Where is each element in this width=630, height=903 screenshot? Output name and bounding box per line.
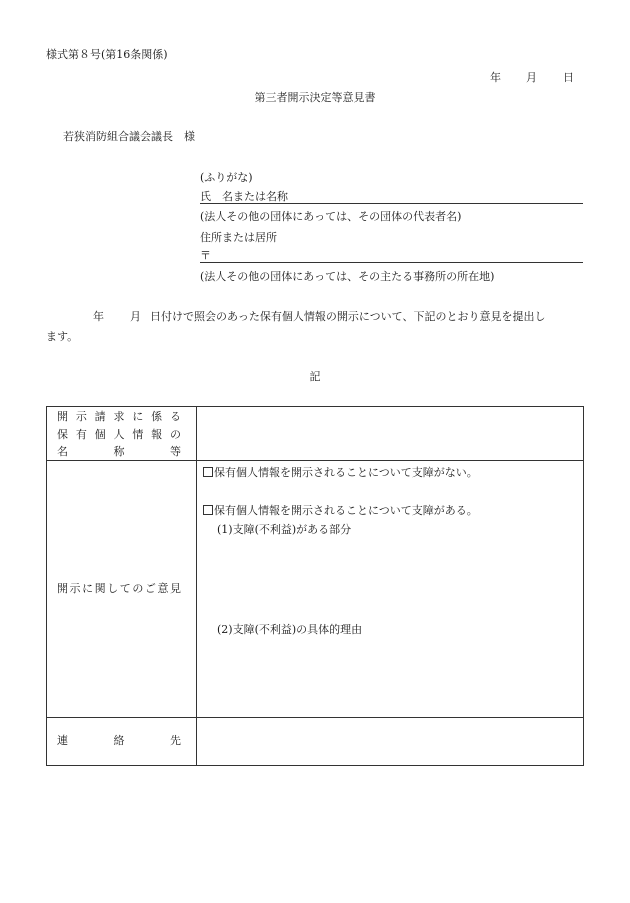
name-note: (法人その他の団体にあっては、その団体の代表者名)	[200, 210, 462, 223]
form-number: 様式第８号(第16条関係)	[46, 48, 168, 61]
option-no-objection[interactable]	[203, 466, 478, 480]
name-label: 氏 名または名称	[200, 190, 288, 203]
date-day-label: 日	[563, 71, 574, 84]
opinion-cell	[197, 460, 584, 717]
row-label-cell	[47, 717, 197, 765]
body-year: 年	[93, 310, 104, 323]
table-row	[47, 717, 584, 765]
addressee: 若狭消防組合議会議長 様	[63, 130, 195, 143]
date-month-label: 月	[526, 71, 537, 84]
body-text-line1: 日付けで照会のあった保有個人情報の開示について、下記のとおり意見を提出し	[150, 310, 546, 323]
furigana-label: (ふりがな)	[200, 171, 253, 184]
ki-heading: 記	[309, 370, 321, 383]
date-line	[485, 71, 585, 85]
row-label-cell	[47, 460, 197, 717]
address-label: 住所または居所	[200, 231, 277, 244]
postal-mark: 〒	[200, 249, 211, 262]
request-info-input[interactable]	[197, 407, 584, 461]
option-objection[interactable]	[203, 504, 478, 518]
option-no-objection-label: 保有個人情報を開示されることについて支障がない。	[214, 465, 478, 479]
table-row	[47, 460, 584, 717]
body-text-line2: ます。	[46, 330, 79, 343]
checkbox-icon[interactable]	[203, 505, 213, 515]
objection-reason-label: (2)支障(不利益)の具体的理由	[217, 622, 363, 636]
document-title: 第三者開示決定等意見書	[254, 91, 376, 104]
option-objection-label: 保有個人情報を開示されることについて支障がある。	[214, 503, 478, 517]
date-year-label: 年	[490, 71, 501, 84]
request-info-label-line1: 開示請求に係る	[57, 410, 181, 423]
name-underline[interactable]	[200, 203, 583, 204]
opinion-table	[46, 406, 584, 766]
address-underline[interactable]	[200, 262, 583, 263]
request-info-label-line2: 保有個人情報の	[57, 427, 181, 441]
opinion-label: 開示に関してのご意見	[57, 581, 181, 595]
objection-part-label: (1)支障(不利益)がある部分	[217, 522, 352, 536]
request-info-label-line3: 名称等	[57, 445, 181, 458]
row-label-cell	[47, 407, 197, 461]
checkbox-icon[interactable]	[203, 467, 213, 477]
body-month: 月	[130, 310, 141, 323]
contact-label: 連絡先	[57, 734, 181, 748]
table-row	[47, 407, 584, 461]
address-note: (法人その他の団体にあっては、その主たる事務所の所在地)	[200, 270, 495, 283]
contact-input[interactable]	[197, 717, 584, 765]
